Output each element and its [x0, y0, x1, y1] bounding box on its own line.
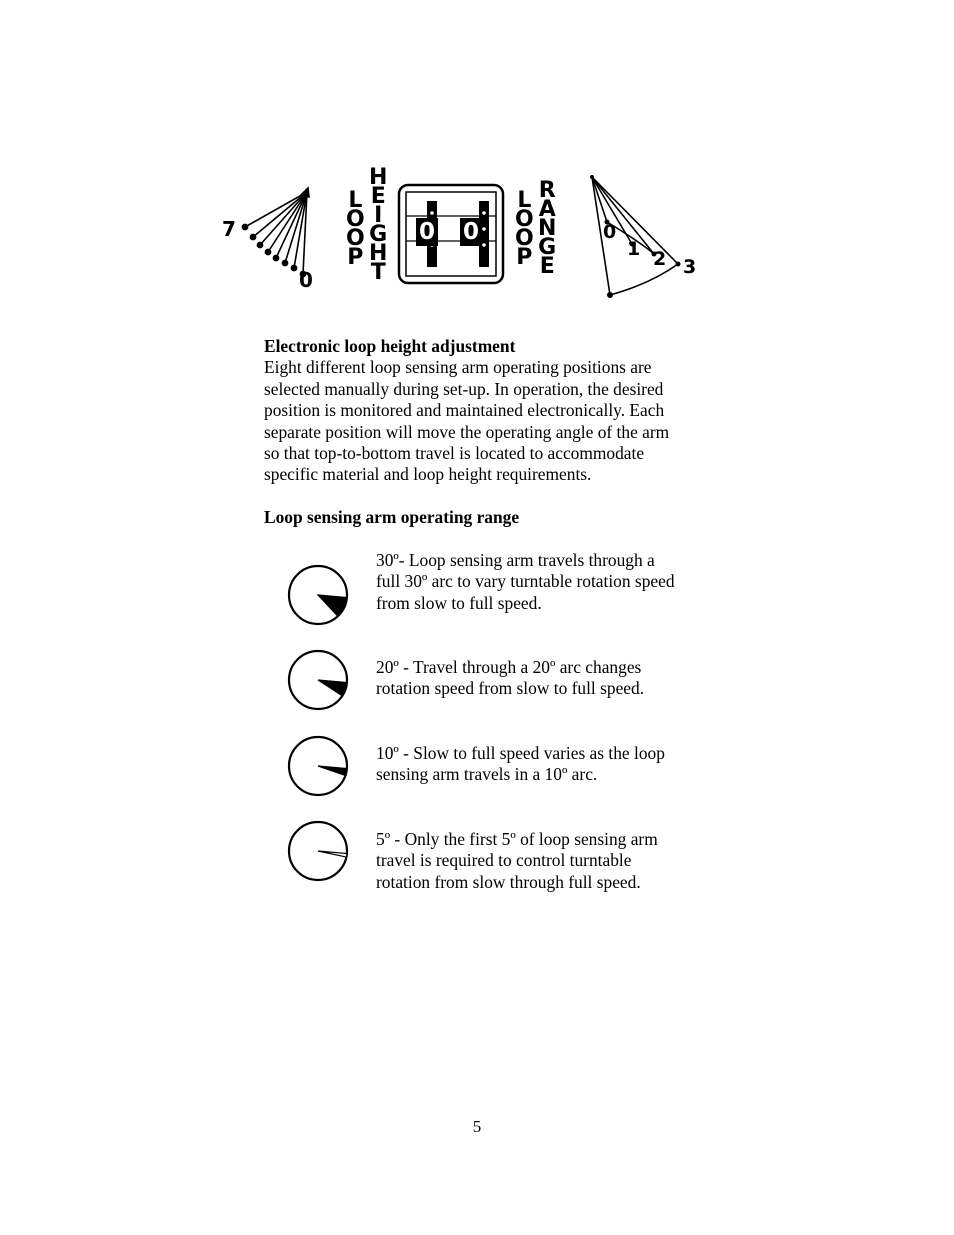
fan-right-label-1: 1	[627, 238, 641, 260]
stack-letter: L	[348, 188, 363, 213]
body-line: position is monitored and maintained electronically. Each	[264, 400, 665, 421]
fan-left-arm-dot	[265, 249, 270, 254]
operating-range-heading: Loop sensing arm operating range	[264, 507, 520, 527]
body-line: Eight different loop sensing arm operating positions are	[264, 357, 652, 378]
stack-letter: P	[347, 245, 364, 270]
loop-control-panel-icon	[397, 183, 505, 285]
stack-letter: L	[517, 188, 532, 213]
dial-30-degree-icon	[285, 562, 351, 628]
fan-left-arm-line	[276, 192, 307, 258]
stack-letter: O	[515, 226, 534, 251]
body-line: selected manually during set-up. In operation, the desired	[264, 378, 664, 399]
body-line: separate position will move the operating angle of the arm	[264, 421, 670, 442]
section-body	[264, 357, 724, 485]
range-line: 30º- Loop sensing arm travels through a	[376, 550, 655, 570]
fan-left-arm-dot	[273, 255, 278, 260]
range-line: 20º - Travel through a 20º arc changes	[376, 657, 642, 677]
fan-left-top-label: 7	[222, 217, 236, 241]
fan-left-pivot	[301, 188, 309, 197]
stack-letter: R	[538, 178, 556, 203]
loop-height-section	[264, 336, 724, 486]
stack-letter: N	[538, 216, 557, 241]
range-line: travel is required to control turntable	[376, 850, 632, 871]
range-item-20	[376, 657, 706, 700]
range-line: from slow to full speed.	[376, 592, 542, 613]
stack-letter: O	[346, 226, 365, 251]
body-line: so that top-to-bottom travel is located to accommodate	[264, 443, 645, 464]
range-line: full 30º arc to vary turntable rotation speed	[376, 571, 675, 592]
stack-letter: P	[516, 245, 533, 270]
stack-letter: H	[369, 165, 388, 190]
range-item-30	[376, 550, 706, 614]
body-line: specific material and loop height requirements.	[264, 464, 592, 485]
loop-label-right	[515, 188, 534, 270]
fan-right-label-3: 3	[683, 256, 697, 278]
range-item-5	[376, 829, 706, 893]
fan-left-arm-dot	[257, 242, 262, 247]
stack-letter: T	[370, 260, 386, 285]
range-line: rotation from slow through full speed.	[376, 871, 641, 892]
fan-right-label-2: 2	[653, 248, 667, 270]
dial-5-degree-icon	[285, 818, 351, 884]
range-line: 10º - Slow to full speed varies as the loop	[376, 743, 665, 763]
dial-20-degree-icon	[285, 647, 351, 713]
stack-letter: I	[374, 203, 383, 228]
stack-letter: G	[369, 222, 388, 247]
fan-left-arm-dot	[250, 234, 255, 239]
stack-letter: O	[346, 207, 365, 232]
stack-letter: H	[369, 241, 388, 266]
panel-digit-left: 0	[416, 218, 438, 246]
fan-right-label-0: 0	[603, 221, 617, 243]
fan-left-arm-dot	[242, 224, 247, 229]
loop-label-left	[346, 188, 365, 270]
stack-letter: G	[538, 235, 557, 260]
fan-left-arm-dot	[291, 265, 296, 270]
range-line: sensing arm travels in a 10º arc.	[376, 764, 598, 785]
range-label	[538, 178, 557, 279]
fan-left-arm-line	[253, 192, 307, 237]
dial-10-degree-icon	[285, 733, 351, 799]
fan-left-arm-dot	[282, 260, 287, 265]
stack-letter: E	[539, 254, 555, 279]
stack-letter: O	[515, 207, 534, 232]
stack-letter: E	[370, 184, 386, 209]
range-line: rotation speed from slow to full speed.	[376, 678, 645, 699]
height-label	[369, 165, 388, 285]
panel-digit-right: 0	[460, 218, 482, 246]
range-item-10	[376, 743, 706, 786]
page-number: 5	[472, 1117, 482, 1136]
section-heading: Electronic loop height adjustment	[264, 336, 516, 356]
range-line: 5º - Only the first 5º of loop sensing arm	[376, 829, 658, 849]
stack-letter: A	[538, 197, 556, 222]
fan-left-bottom-label: 0	[299, 268, 313, 292]
